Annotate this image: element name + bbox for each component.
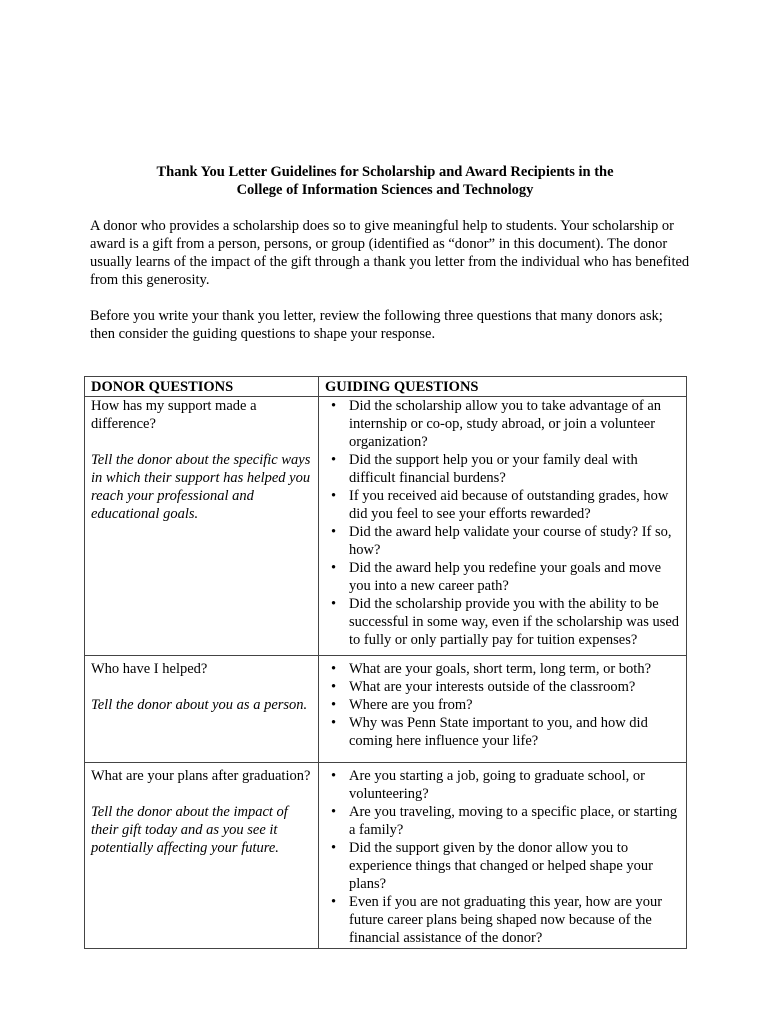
table-row <box>85 763 687 949</box>
list-item: • Why was Penn State important to you, and how did coming here influence your life? <box>349 714 682 750</box>
table-row <box>85 656 687 763</box>
header-donor-questions: DONOR QUESTIONS <box>85 377 319 397</box>
questions-table <box>84 376 687 949</box>
guiding-questions-cell <box>319 397 687 656</box>
list-item: • Did the support help you or your family deal with difficult financial burdens? <box>349 451 682 487</box>
intro-paragraph: A donor who provides a scholarship does so to give meaningful help to students. Your scholarship or award is a gift from a person, persons, or group (identified as “donor” in this document). The donor usually learns of the impact of the gift through a thank you letter from the individual who has benefited from this generosity. <box>90 218 690 288</box>
list-item: • Even if you are not graduating this year, how are your future career plans being shaped now because of the financial assistance of the donor? <box>349 893 682 947</box>
guiding-questions-list <box>325 660 682 750</box>
guiding-questions-cell <box>319 656 687 763</box>
donor-question-cell <box>85 656 319 763</box>
header-guiding-questions: GUIDING QUESTIONS <box>319 377 687 397</box>
donor-question-hint: Tell the donor about the impact of their gift today and as you see it potentially affecting your future. <box>91 804 288 856</box>
donor-question-hint: Tell the donor about the specific ways in which their support has helped you reach your professional and educational goals. <box>91 452 311 522</box>
list-item: • Did the award help validate your course of study? If so, how? <box>349 523 682 559</box>
list-item: • Are you traveling, moving to a specific place, or starting a family? <box>349 803 682 839</box>
guiding-questions-list <box>325 767 682 947</box>
list-item: • Did the scholarship allow you to take advantage of an internship or co-op, study abroad, or join a volunteer organization? <box>349 397 682 451</box>
instructions-paragraph: Before you write your thank you letter, review the following three questions that many donors ask; then consider the guiding questions to shape your response. <box>90 308 663 342</box>
list-item: • Did the support given by the donor allow you to experience things that changed or helped shape your plans? <box>349 839 682 893</box>
list-item: • Did the award help you redefine your goals and move you into a new career path? <box>349 559 682 595</box>
list-item: • Where are you from? <box>349 696 682 714</box>
list-item: • What are your interests outside of the classroom? <box>349 678 682 696</box>
guiding-questions-list <box>325 397 682 649</box>
donor-question-cell <box>85 763 319 949</box>
title-line-2: College of Information Sciences and Technology <box>236 182 534 198</box>
donor-question: How has my support made a difference? <box>91 398 257 432</box>
donor-question-cell <box>85 397 319 656</box>
list-item: • What are your goals, short term, long term, or both? <box>349 660 682 678</box>
table-row <box>85 397 687 656</box>
title-line-1: Thank You Letter Guidelines for Scholarship and Award Recipients in the <box>156 164 614 180</box>
list-item: • Are you starting a job, going to graduate school, or volunteering? <box>349 767 682 803</box>
document-title <box>0 163 770 199</box>
table-header-row <box>85 377 687 397</box>
donor-question: Who have I helped? <box>91 661 208 677</box>
list-item: • If you received aid because of outstanding grades, how did you feel to see your efforts rewarded? <box>349 487 682 523</box>
list-item: • Did the scholarship provide you with the ability to be successful in some way, even if the scholarship was used to fully or only partially pay for tuition expenses? <box>349 595 682 649</box>
guiding-questions-cell <box>319 763 687 949</box>
donor-question-hint: Tell the donor about you as a person. <box>91 697 308 713</box>
donor-question: What are your plans after graduation? <box>91 768 311 784</box>
